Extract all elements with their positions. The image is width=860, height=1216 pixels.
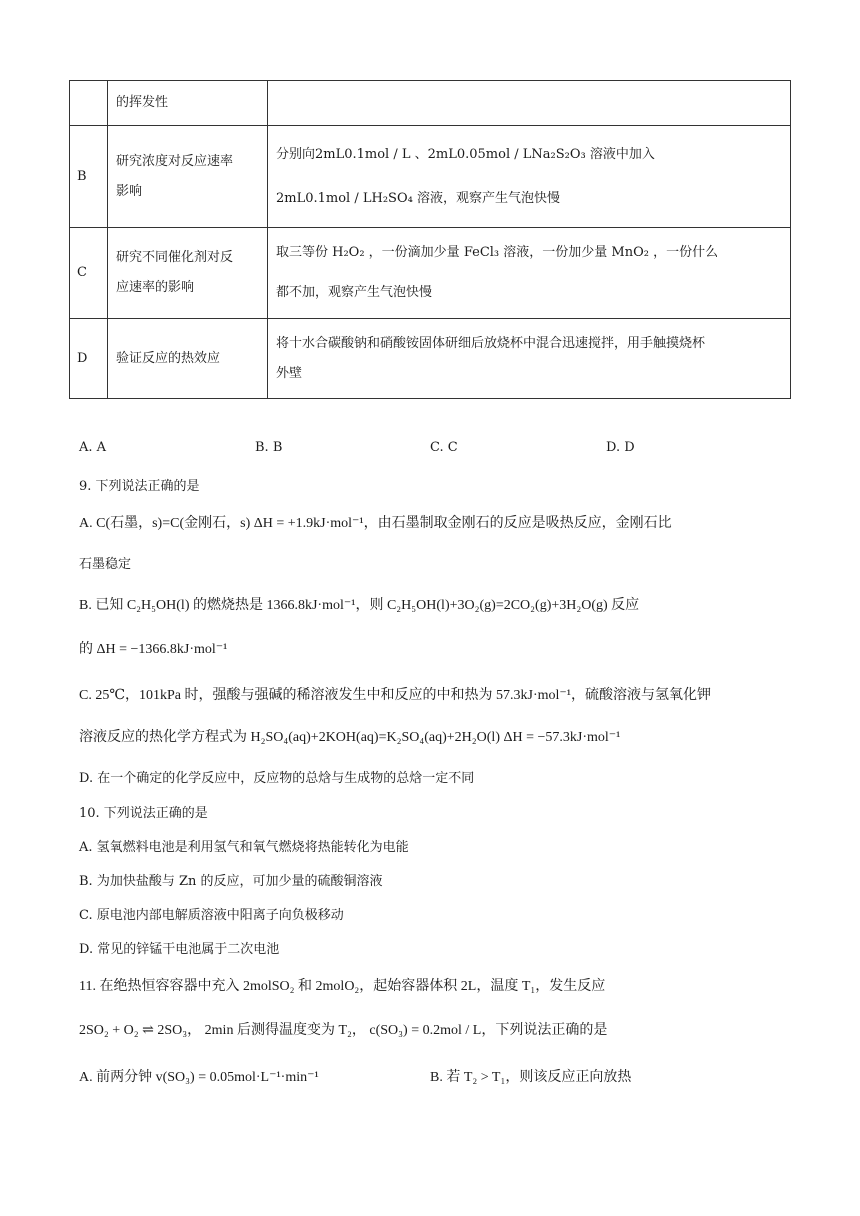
purpose-line: 研究不同催化剂对反 [116,250,234,265]
purpose-line: 影响 [116,183,143,199]
q9-option-c[interactable]: C. 25℃，101kPa 时，强酸与强碱的稀溶液发生中和反应的中和热为 57.3kJ·mol⁻¹，硫酸溶液与氢氧化钾 [79,688,711,703]
q8-options [79,440,719,460]
experiment-table [69,80,791,399]
q10-option-a[interactable]: A. 氢氧燃料电池是利用氢气和氧气燃烧将热能转化为电能 [79,840,409,855]
method-line: 都不加，观察产生气泡快慢 [276,285,433,300]
option-a[interactable]: A. A [79,440,107,455]
table-row [70,319,791,399]
purpose-line: 研究浓度对反应速率 [116,153,234,169]
method-line: 外壁 [276,365,303,381]
row-method [268,228,791,319]
q9-option-a-cont: 石墨稳定 [79,557,132,572]
method-line: 2mL0.1mol / LH₂SO₄ 溶液，观察产生气泡快慢 [276,190,560,206]
q9-option-b[interactable]: B. 已知 C₂H₅OH(l) 的燃烧热是 1366.8kJ·mol⁻¹，则 C₂H₅OH(l)+3O₂(g)=2CO₂(g)+3H₂O(g) 反应 [79,598,640,613]
row-label: C [70,228,108,319]
q9-stem: 9. 下列说法正确的是 [79,479,200,494]
q11-stem: 11. 在绝热恒容容器中充入 2molSO₂ 和 2molO₂，起始容器体积 2L，温度 T₁，发生反应 [79,979,606,994]
method-line: 将十水合碳酸钠和硝酸铵固体研细后放烧杯中混合迅速搅拌，用手触摸烧杯 [276,335,706,351]
q10-option-b[interactable]: B. 为加快盐酸与 Zn 的反应，可加少量的硫酸铜溶液 [79,874,383,889]
table-row [70,228,791,319]
q9-option-a[interactable]: A. C(石墨，s)=C(金刚石，s) ΔH = +1.9kJ·mol⁻¹，由石墨制取金刚石的反应是吸热反应，金刚石比 [79,516,672,531]
method-line: 分别向2mL0.1mol / L 、2mL0.05mol / LNa₂S₂O₃ 溶液中加入 [276,146,655,162]
table-row [70,81,791,126]
q11-option-a[interactable]: A. 前两分钟 v(SO₃) = 0.05mol·L⁻¹·min⁻¹ [79,1070,319,1085]
option-d[interactable]: D. D [606,440,635,455]
row-purpose [108,228,268,319]
q9-option-d[interactable]: D. 在一个确定的化学反应中，反应物的总焓与生成物的总焓一定不同 [79,771,475,786]
q9-option-b-cont: 的 ΔH = −1366.8kJ·mol⁻¹ [79,642,228,657]
option-c[interactable]: C. C [430,440,458,455]
row-label: D [70,319,108,399]
row-purpose: 验证反应的热效应 [108,319,268,399]
row-purpose [108,126,268,228]
row-method [268,126,791,228]
q10-stem: 10. 下列说法正确的是 [79,806,208,821]
row-purpose: 的挥发性 [108,81,268,126]
table-row [70,126,791,228]
q11-stem-cont: 2SO₂ + O₂ ⇌ 2SO₃， 2min 后测得温度变为 T₂， c(SO₃) = 0.2mol / L，下列说法正确的是 [79,1023,608,1038]
row-method [268,81,791,126]
method-line: 取三等份 H₂O₂ ，一份滴加少量 FeCl₃ 溶液，一份加少量 MnO₂ ，一份什么 [276,245,719,260]
q10-option-d[interactable]: D. 常见的锌锰干电池属于二次电池 [79,942,280,957]
q9-option-c-cont: 溶液反应的热化学方程式为 H₂SO₄(aq)+2KOH(aq)=K₂SO₄(aq)+2H₂O(l) ΔH = −57.3kJ·mol⁻¹ [79,730,621,745]
q11-option-b[interactable]: B. 若 T₂ > T₁，则该反应正向放热 [430,1070,632,1085]
option-b[interactable]: B. B [255,440,283,455]
q10-option-c[interactable]: C. 原电池内部电解质溶液中阳离子向负极移动 [79,908,344,923]
purpose-line: 应速率的影响 [116,280,195,295]
row-method [268,319,791,399]
row-label [70,81,108,126]
row-label: B [70,126,108,228]
